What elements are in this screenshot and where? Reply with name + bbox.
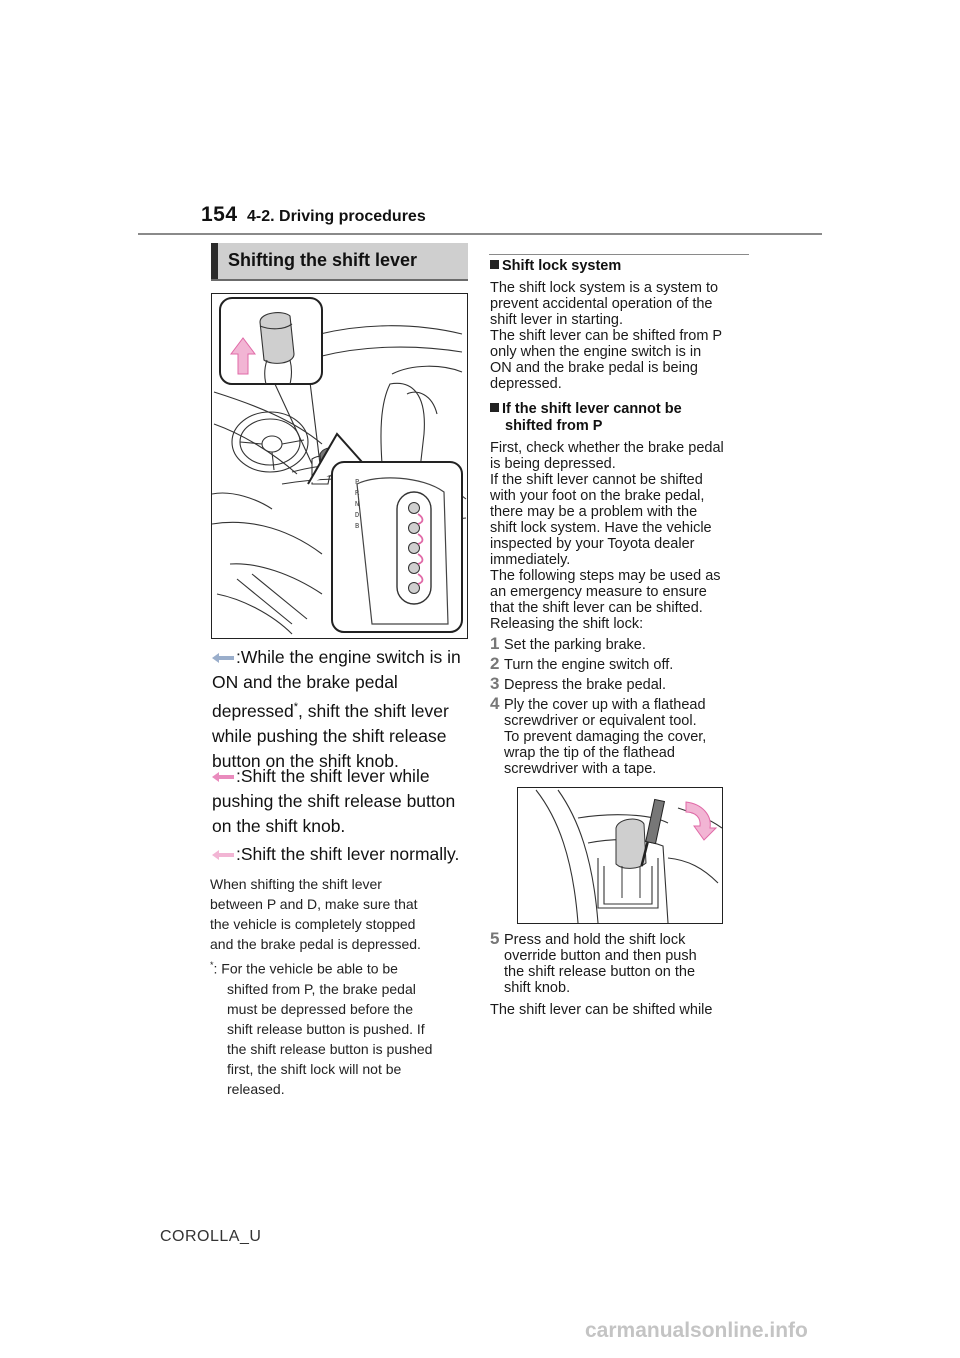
square-bullet-icon bbox=[490, 260, 499, 269]
shift-lever-illustration bbox=[211, 293, 468, 639]
blue-arrow-icon bbox=[212, 653, 234, 663]
shift-lever-drawing bbox=[212, 294, 467, 638]
trailing-paragraph: The shift lever can be shifted while bbox=[490, 1002, 713, 1018]
header-rule bbox=[138, 233, 822, 235]
box-title-underline bbox=[211, 279, 468, 281]
heading-cannot-shift: If the shift lever cannot be shifted from P bbox=[490, 401, 750, 435]
step-3: 3 Depress the brake pedal. bbox=[490, 674, 667, 693]
pink-arrow-icon bbox=[212, 772, 234, 782]
footnote: *: For the vehicle be able to be shifted from P, the brake pedal must be depressed before the shift release button is pushed. If the shift release button is pushed first, the shift lock will not be released. bbox=[210, 960, 433, 1097]
gate-letter: R bbox=[355, 489, 360, 497]
gate-letter: B bbox=[355, 522, 360, 530]
watermark: carmanualsonline.info bbox=[585, 1319, 808, 1342]
heading-shift-lock-system: Shift lock system bbox=[490, 258, 750, 275]
square-bullet-icon bbox=[490, 403, 499, 412]
light-pink-arrow-icon bbox=[212, 850, 234, 860]
gate-letter: D bbox=[355, 511, 360, 519]
gate-letter: N bbox=[355, 500, 360, 508]
right-column-rule bbox=[489, 254, 749, 255]
legend-item-pink: :Shift the shift lever while pushing the shift release button on the shift knob. bbox=[212, 766, 456, 836]
model-footer: COROLLA_U bbox=[160, 1228, 262, 1245]
shift-lock-paragraph: The shift lock system is a system to prevent accidental operation of the shift lever in starting. The shift lever can be shifted from P only when the engine switch is in ON and the brake pedal is being depressed. bbox=[490, 280, 723, 392]
screwdriver-illustration bbox=[517, 787, 723, 924]
legend-item-light-pink: :Shift the shift lever normally. bbox=[212, 842, 466, 867]
step-1: 1 Set the parking brake. bbox=[490, 634, 646, 653]
page-number: 154 bbox=[201, 203, 238, 226]
step-2: 2 Turn the engine switch off. bbox=[490, 654, 674, 673]
shift-note: When shifting the shift lever between P and D, make sure that the vehicle is completely stopped and the brake pedal is depressed. bbox=[210, 876, 421, 952]
step-5: 5 Press and hold the shift lock override button and then push the shift release button on the shift knob. bbox=[490, 929, 697, 996]
gate-letter: P bbox=[355, 478, 360, 486]
box-title: Shifting the shift lever bbox=[211, 243, 468, 279]
step-4: 4 Ply the cover up with a flathead screwdriver or equivalent tool. To prevent damaging the cover, wrap the tip of the flathead screwdriver with a tape. bbox=[490, 694, 707, 777]
screwdriver-drawing bbox=[518, 788, 722, 923]
cannot-shift-paragraph: First, check whether the brake pedal is being depressed. If the shift lever cannot be shifted with your foot on the brake pedal, there may be a problem with the shift lock system. Have the vehicle inspected by your Toyota dealer immediately. The following steps may be used as an emergency measure to ensure that the shift lever can be shifted. Releasing the shift lock: bbox=[490, 440, 724, 632]
legend-item-blue: :While the engine switch is in ON and the brake pedal depressed*, shift the shift lever while pushing the shift release button on the shift knob. bbox=[212, 647, 461, 771]
section-title: 4-2. Driving procedures bbox=[247, 208, 426, 225]
